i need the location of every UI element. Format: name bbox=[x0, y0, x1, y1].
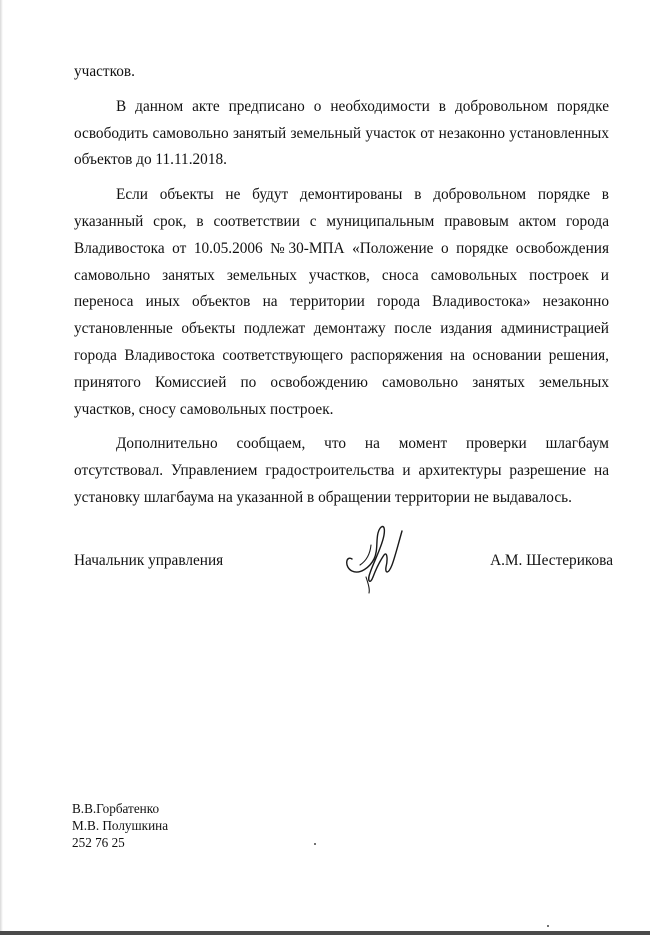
scan-speck bbox=[314, 843, 316, 845]
executor-name-1: В.В.Горбатенко bbox=[72, 801, 160, 816]
page-bottom-edge bbox=[0, 931, 650, 935]
executor-name-2: М.В. Полушкина bbox=[72, 818, 169, 833]
paragraph-barrier: Дополнительно сообщаем, что на момент проверки шлагбаум отсутствовал. Управлением градостроительства и архитектуры разрешение на установку шлагбаума на указанной в обращении территории не выдавалось. bbox=[74, 435, 609, 506]
paragraph-order: В данном акте предписано о необходимости в добровольном порядке освободить самовольно занятый земельный участок от незаконно установленных объектов до 11.11.2018. bbox=[74, 97, 609, 169]
paragraph-continuation: участков. bbox=[74, 63, 135, 80]
handwritten-signature bbox=[340, 515, 410, 595]
signatory-name: А.М. Шестерикова bbox=[490, 552, 613, 569]
signatory-title: Начальник управления bbox=[74, 552, 224, 569]
paragraph-dismantling: Если объекты не будут демонтированы в добровольном порядке в указанный срок, в соответствии с муниципальным правовым актом города Владивостока от 10.05.2006 №30-МПА «Положение о порядке освобождения самовольно занятых земельных участков, сноса самовольных построек и переноса иных объектов на территории города Владивостока» незаконно установленные объекты подлежат демонтажу после издания администрацией города Владивостока соответствующего распоряжения на основании решения, принятого Комиссией по освобождению самовольно занятых земельных участков, сносу самовольных построек. bbox=[74, 186, 609, 418]
executor-contacts bbox=[72, 800, 168, 851]
scan-speck bbox=[547, 925, 549, 927]
document-body bbox=[74, 59, 609, 520]
executor-phone: 252 76 25 bbox=[72, 835, 125, 850]
page-edge-shadow bbox=[0, 0, 3, 935]
